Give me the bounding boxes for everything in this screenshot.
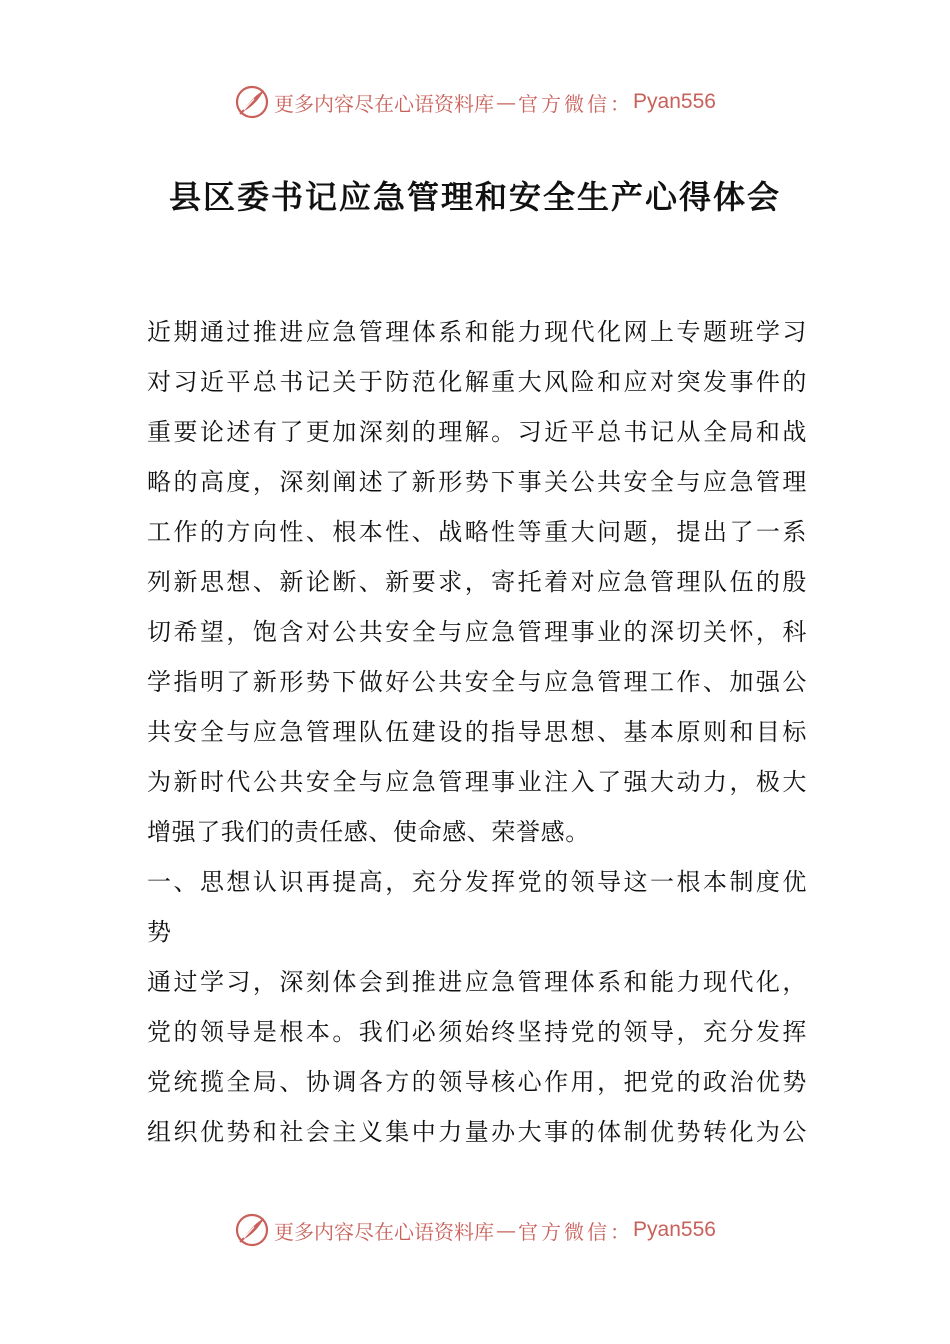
document-body xyxy=(147,307,807,1157)
text-line: 增强了我们的责任感、使命感、荣誉感。 xyxy=(147,818,590,846)
header-watermark xyxy=(0,82,950,122)
text-line: 共安全与应急管理队伍建设的指导思想、基本原则和目标 xyxy=(147,718,807,746)
watermark-official-label: 官方微信： xyxy=(518,1219,634,1244)
text-line: 重要论述有了更加深刻的理解。习近平总书记从全局和战 xyxy=(147,418,807,446)
section-heading xyxy=(147,857,807,957)
watermark-separator: — xyxy=(496,90,517,114)
text-line: 势 xyxy=(147,918,172,946)
footer-watermark xyxy=(0,1210,950,1250)
text-line: 工作的方向性、根本性、战略性等重大问题，提出了一系 xyxy=(147,518,807,546)
text-line: 切希望，饱含对公共安全与应急管理事业的深切关怀，科 xyxy=(147,618,807,646)
text-line: 一、思想认识再提高，充分发挥党的领导这一根本制度优 xyxy=(147,868,807,896)
text-line: 对习近平总书记关于防范化解重大风险和应对突发事件的 xyxy=(147,368,807,396)
text-line: 略的高度，深刻阐述了新形势下事关公共安全与应急管理 xyxy=(147,468,807,496)
watermark-brand: 更多内容尽在心语资料库 xyxy=(274,91,495,116)
quill-logo-icon xyxy=(234,84,270,120)
watermark-wechat-id: Pyan556 xyxy=(633,1218,716,1241)
text-line: 组织优势和社会主义集中力量办大事的体制优势转化为公 xyxy=(147,1118,807,1146)
text-line: 党统揽全局、协调各方的领导核心作用，把党的政治优势 xyxy=(147,1068,807,1096)
watermark-separator: — xyxy=(496,1218,517,1242)
watermark-wechat-id: Pyan556 xyxy=(633,90,716,113)
text-line: 党的领导是根本。我们必须始终坚持党的领导，充分发挥 xyxy=(147,1018,807,1046)
paragraph-section-one xyxy=(147,957,807,1157)
text-line: 学指明了新形势下做好公共安全与应急管理工作、加强公 xyxy=(147,668,807,696)
text-line: 通过学习，深刻体会到推进应急管理体系和能力现代化， xyxy=(147,968,807,996)
watermark-brand: 更多内容尽在心语资料库 xyxy=(274,1219,495,1244)
text-line: 近期通过推进应急管理体系和能力现代化网上专题班学习 xyxy=(147,318,807,346)
watermark-official-label: 官方微信： xyxy=(518,91,634,116)
text-line: 列新思想、新论断、新要求，寄托着对应急管理队伍的殷 xyxy=(147,568,807,596)
paragraph-intro xyxy=(147,307,807,857)
document-title: 县区委书记应急管理和安全生产心得体会 xyxy=(168,178,781,216)
text-line: 为新时代公共安全与应急管理事业注入了强大动力，极大 xyxy=(147,768,807,796)
quill-logo-icon xyxy=(234,1212,270,1248)
